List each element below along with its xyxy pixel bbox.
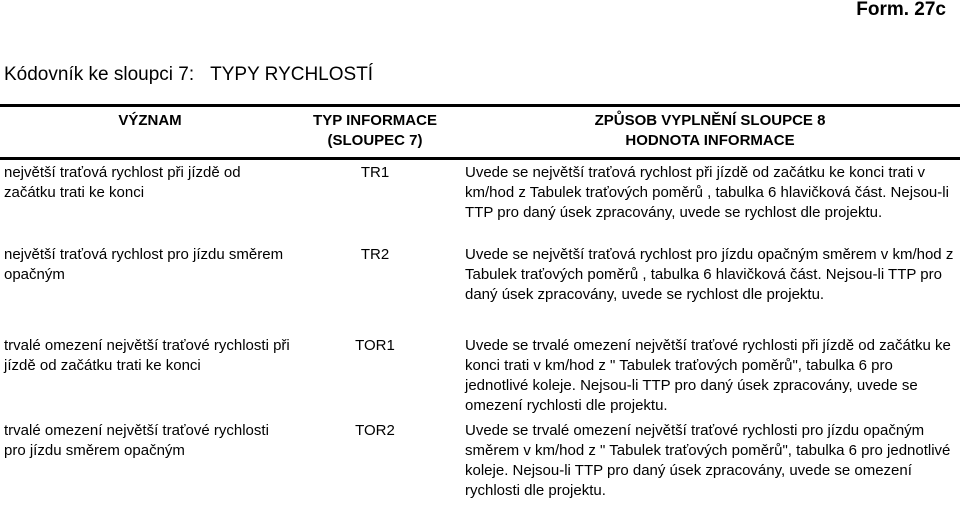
row-4-meaning: trvalé omezení největší traťové rychlosti pro jízdu směrem opačným — [4, 422, 269, 459]
row-4-code: TOR2 — [355, 422, 395, 439]
header-info-type-line2: (SLOUPEC 7) — [327, 132, 423, 149]
row-1-code: TR1 — [360, 164, 390, 181]
header-info-type — [305, 111, 445, 151]
row-1-method: Uvede se největší traťová rychlost při jízdě od začátku ke konci trati v km/hod z Tabulek traťových poměrů , tabulka 6 hlavičková část. Nejsou-li TTP pro daný úsek zpracovány, uvede se rychlost dle projektu. — [465, 164, 949, 221]
row-4-method: Uvede se trvalé omezení největší traťové rychlosti pro jízdu opačným směrem v km/hod z " Tabulek traťových poměrů", tabulka 6 pro jednotlivé koleje. Nejsou-li TTP pro daný úsek zpracovány, uvede se omezení rychlosti dle projektu. — [465, 422, 951, 499]
form-code: Form. 27c — [856, 0, 946, 20]
row-2-method: Uvede se největší traťová rychlost pro jízdu opačným směrem v km/hod z Tabulek traťových poměrů , tabulka 6 hlavičková část. Nejsou-li TTP pro daný úsek zpracovány, uvede se rychlost dle projektu. — [465, 246, 954, 303]
table-top-rule — [0, 104, 960, 107]
header-meaning: VÝZNAM — [118, 112, 182, 129]
row-3-code: TOR1 — [355, 337, 395, 354]
row-2-meaning: největší traťová rychlost pro jízdu směrem opačným — [4, 246, 284, 283]
page-title-label: Kódovník ke sloupci 7: — [4, 64, 195, 85]
row-2-code: TR2 — [360, 246, 390, 263]
codebook-table — [0, 104, 960, 508]
row-1-meaning: největší traťová rychlost při jízdě od začátku trati ke konci — [4, 164, 241, 201]
row-3-meaning: trvalé omezení největší traťové rychlosti při jízdě od začátku trati ke konci — [4, 337, 290, 374]
header-fill-method — [460, 111, 960, 151]
page-title — [4, 64, 373, 86]
header-fill-method-line1: ZPŮSOB VYPLNĚNÍ SLOUPCE 8 — [594, 112, 826, 129]
header-rule — [0, 157, 960, 160]
header-info-type-line1: TYP INFORMACE — [313, 112, 437, 129]
row-3-method: Uvede se trvalé omezení největší traťové rychlosti při jízdě od začátku ke konci trati v km/hod z " Tabulek traťových poměrů", tabulka 6 pro jednotlivé koleje. Nejsou-li TTP pro daný úsek zpracovány, uvede se omezení rychlosti dle projektu. — [465, 337, 951, 414]
header-fill-method-line2: HODNOTA INFORMACE — [625, 132, 795, 149]
page-title-value: TYPY RYCHLOSTÍ — [210, 64, 374, 85]
